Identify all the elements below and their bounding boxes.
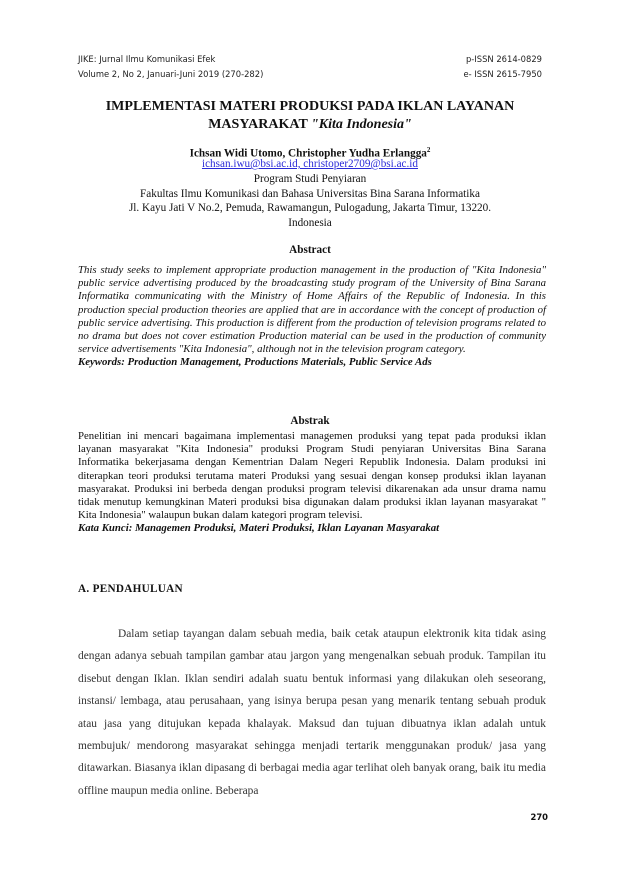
title-line-1: IMPLEMENTASI MATERI PRODUKSI PADA IKLAN LAYANAN bbox=[105, 99, 515, 114]
journal-volume: Volume 2, No 2, Januari-Juni 2019 (270-282) bbox=[78, 69, 264, 79]
abstrak-keywords: Kata Kunci: Managemen Produksi, Materi Produksi, Iklan Layanan Masyarakat bbox=[78, 522, 440, 535]
journal-name: JIKE: Jurnal Ilmu Komunikasi Efek bbox=[78, 54, 216, 64]
title-line-2 bbox=[78, 116, 542, 134]
body-paragraph: Dalam setiap tayangan dalam sebuah media, baik cetak ataupun elektronik kita tidak asing dengan adanya sebuah tampilan gambar atau jargon yang mengenalkan sebuah produk. Tampilan itu disebut dengan Iklan. Iklan sendiri adalah suatu bentuk informasi yang dilakukan oleh seseorang, instansi/ lembaga, atau perusahaan, yang isinya berupa pesan yang menarik tentang sebuah produk atau jasa yang ditujukan kepada khalayak. Maksud dan tujuan dibuatnya iklan adalah untuk membujuk/ mendorong masyarakat sehingga menjadi tertarik menggunakan produk/ jasa yang ditawarkan. Biasanya iklan dipasang di berbagai media agar terlihat oleh banyak orang, baik itu media offline maupun media online. Beberapa bbox=[78, 628, 546, 797]
author-list: Ichsan Widi Utomo, Christopher Yudha Erlangga bbox=[189, 147, 427, 160]
address: Jl. Kayu Jati V No.2, Pemuda, Rawamangun, Pulogadung, Jakarta Timur, 13220. bbox=[128, 202, 492, 215]
running-header bbox=[78, 52, 542, 82]
faculty: Fakultas Ilmu Komunikasi dan Bahasa Universitas Bina Sarana Informatika bbox=[140, 187, 480, 200]
e-issn: e- ISSN 2615-7950 bbox=[463, 69, 542, 79]
country: Indonesia bbox=[288, 217, 332, 230]
author-superscript: 2 bbox=[426, 146, 431, 154]
abstract-english bbox=[78, 264, 546, 370]
study-program: Program Studi Penyiaran bbox=[253, 172, 367, 185]
author-emails-link[interactable]: ichsan.iwu@bsi.ac.id, christoper2709@bsi.ac.id bbox=[201, 158, 419, 170]
paper-title bbox=[78, 98, 542, 134]
title-line-2-italic: "Kita Indonesia" bbox=[311, 117, 412, 132]
page-number: 270 bbox=[530, 812, 548, 822]
p-issn: p-ISSN 2614-0829 bbox=[465, 54, 542, 64]
abstrak-indonesian bbox=[78, 430, 546, 536]
affiliation-block bbox=[78, 157, 542, 231]
abstract-text: This study seeks to implement appropriate production management in the production of "Kita Indonesia" public service advertising produced by the broadcasting study program of the University of Bina Sarana Informatika communicating with the Ministry of Home Affairs of the Republic of Indonesia. In this production special production theories are applied that are in accordance with the concept of production of public service advertising. This production is different from the production of television programs related to no drama but does not cover estimation Production material can be used in the production of community service advertisements "Kita Indonesia", although not in the television program category. bbox=[78, 264, 546, 356]
title-line-2-prefix: MASYARAKAT bbox=[208, 117, 312, 132]
abstract-heading: Abstract bbox=[289, 244, 331, 256]
section-heading-pendahuluan: A. PENDAHULUAN bbox=[78, 583, 183, 595]
abstract-keywords: Keywords: Production Management, Productions Materials, Public Service Ads bbox=[78, 356, 432, 369]
abstrak-text: Penelitian ini mencari bagaimana implementasi managemen produksi yang tepat pada produksi iklan layanan masyarakat "Kita Indonesia" produksi Program Studi penyiaran Universitas Bina Sarana Informatika bekerjasama dengan Kementrian Dalam Negeri Republik Indonesia. Dalam produksi ini diterapkan teori produksi terutama materi Produksi yang sesuai dengan konsep produksi iklan layanan masyarakat. Produksi ini berbeda dengan produksi program televisi dikarenakan ada unsur drama namu tidak menutup kemungkinan Materi produksi bisa digunakan dalam produksi iklan layanan masyarakat " Kita Indonesia" walaupun bukan dalam kategori program televisi. bbox=[78, 430, 546, 522]
abstrak-heading: Abstrak bbox=[290, 415, 330, 427]
